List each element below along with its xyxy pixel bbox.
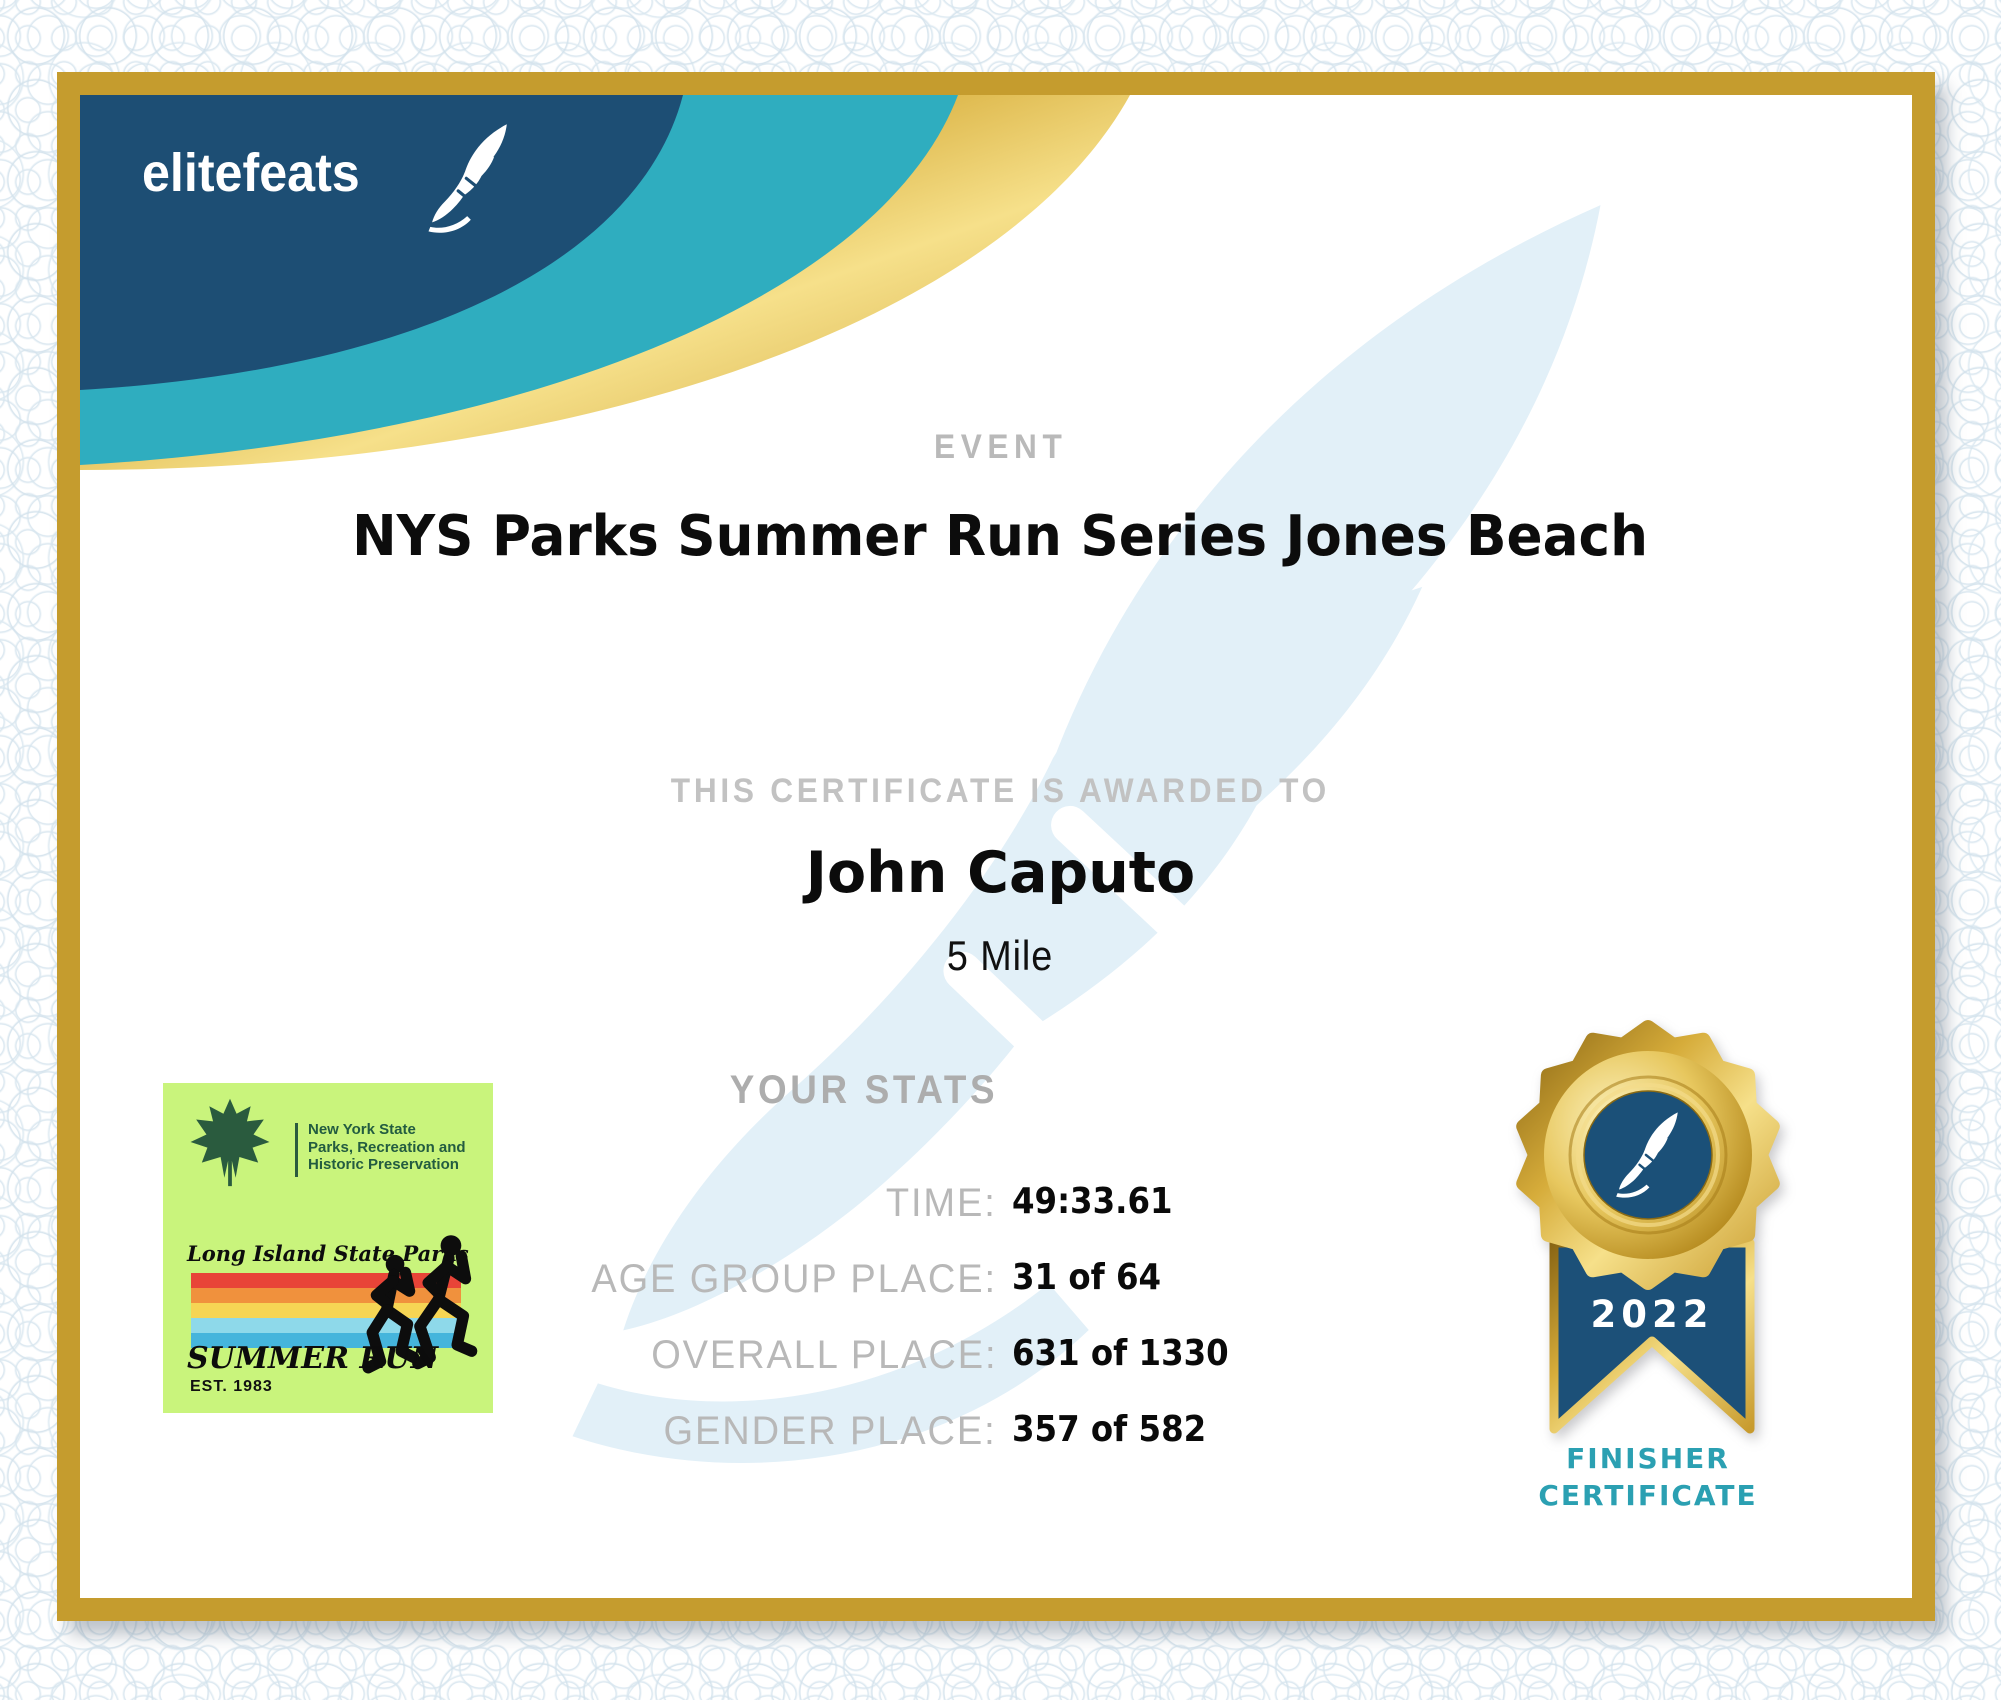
medal-rosette: [1523, 1027, 1773, 1283]
finisher-caption: [1538, 1440, 1757, 1514]
event-title: NYS Parks Summer Run Series Jones Beach: [352, 504, 1649, 569]
stat-label: TIME:: [886, 1181, 997, 1225]
stat-value: 631 of 1330: [1012, 1333, 1229, 1374]
parks-org-name: [308, 1121, 466, 1174]
logo-divider: [295, 1123, 298, 1177]
org-line: Parks, Recreation and: [308, 1138, 466, 1156]
stat-value: 49:33.61: [1012, 1181, 1173, 1222]
stat-value: 31 of 64: [1012, 1257, 1162, 1298]
stat-label: GENDER PLACE:: [663, 1409, 997, 1453]
race-logo-panel: [163, 1083, 493, 1413]
org-line: New York State: [308, 1121, 416, 1138]
brand-logo-text: elitefeats: [142, 143, 360, 203]
runners-icon: [355, 1229, 491, 1405]
recipient-name: John Caputo: [805, 840, 1196, 906]
stat-label: OVERALL PLACE:: [650, 1333, 997, 1377]
org-line: Historic Preservation: [308, 1156, 459, 1173]
winged-foot-logo-icon: [424, 116, 514, 246]
maple-leaf-icon: [183, 1095, 277, 1189]
finisher-caption-line: FINISHER: [1566, 1442, 1730, 1475]
awarded-to-label: THIS CERTIFICATE IS AWARDED TO: [670, 772, 1331, 810]
series-name: Long Island State Parks: [187, 1241, 469, 1266]
medal-year: 2022: [1590, 1293, 1714, 1336]
finisher-medal: [1488, 993, 1818, 1463]
established-year: EST. 1983: [190, 1378, 273, 1395]
race-distance: 5 Mile: [947, 932, 1054, 979]
event-label: EVENT: [933, 428, 1068, 466]
stat-label: AGE GROUP PLACE:: [591, 1257, 997, 1301]
series-title: SUMMER RUN: [187, 1341, 439, 1376]
stats-heading: YOUR STATS: [729, 1068, 999, 1112]
finisher-caption-line: CERTIFICATE: [1538, 1479, 1758, 1512]
stat-value: 357 of 582: [1012, 1409, 1207, 1450]
